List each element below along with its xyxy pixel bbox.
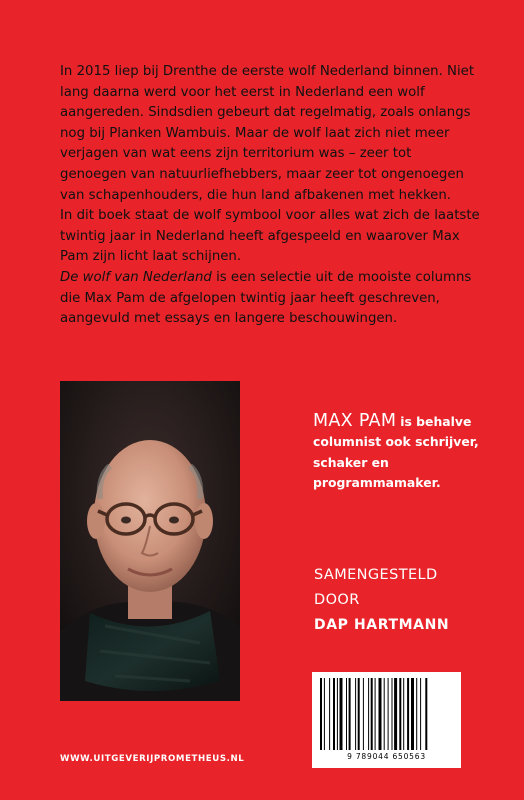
- barcode-bar: [379, 678, 382, 750]
- isbn-barcode: [312, 672, 461, 768]
- barcode-bar: [363, 678, 364, 750]
- barcode-bar: [384, 678, 385, 750]
- barcode-bar: [394, 678, 397, 750]
- barcode-bar: [425, 678, 427, 750]
- compiled-by-label-1: SAMENGESTELD: [314, 567, 438, 583]
- barcode-bar: [349, 678, 351, 750]
- barcode-bar: [355, 678, 356, 750]
- barcode-bar: [337, 678, 338, 750]
- barcode-bar: [340, 678, 343, 750]
- barcode-bar: [320, 678, 322, 750]
- barcode-bar: [407, 678, 409, 750]
- compiled-by-label-2: DOOR: [314, 592, 360, 608]
- isbn-number: 9 789044 650563: [347, 752, 426, 761]
- barcode-bar: [399, 678, 401, 750]
- barcode-bar: [420, 678, 421, 750]
- blurb-paragraph-2: In dit boek staat de wolf symbool voor alles wat zich de laatste twintig jaar in Nederland heeft afgespeeld en waarover Max Pam zijn licht laat schijnen.: [60, 208, 480, 265]
- editor-name: DAP HARTMANN: [314, 617, 450, 633]
- barcode-bar: [329, 678, 330, 750]
- barcode-bars: [318, 678, 455, 750]
- back-cover-blurb: [60, 62, 480, 330]
- barcode-bar: [371, 678, 373, 750]
- book-title: De wolf van Nederland: [60, 269, 212, 285]
- author-bio-text: is behalve columnist ook schrijver, schaker en programmamaker.: [313, 414, 479, 490]
- barcode-bar: [416, 678, 417, 750]
- author-bio: [313, 411, 513, 493]
- blurb-paragraph-3-text: is een selectie uit de mooiste columns die Max Pam de afgelopen twintig jaar heeft geschreven, aangevuld met essays en langere beschouwingen.: [60, 269, 472, 327]
- barcode-bar: [392, 678, 393, 750]
- compiled-by: [314, 563, 449, 638]
- barcode-bar: [388, 678, 389, 750]
- author-photo: [60, 381, 240, 701]
- barcode-bar: [324, 678, 325, 750]
- barcode-bar: [368, 678, 369, 750]
- blurb-paragraph-3: [60, 268, 480, 330]
- barcode-bar: [375, 678, 376, 750]
- blurb-paragraph-1: In 2015 liep bij Drenthe de eerste wolf Nederland binnen. Niet lang daarna werd voor het eerst in Nederland een wolf aangereden. Sindsdien gebeurt dat regelmatig, zoals onlangs nog bij Planken Wambuis. Maar de wolf laat zich niet meer verjagen van wat eens zijn territorium was – zeer tot genoegen van natuurliefhebbers, maar zeer tot ongenoegen van schapenhouders, die hun land afbakenen met hekken.: [60, 64, 475, 203]
- barcode-bar: [358, 678, 360, 750]
- author-name: MAX PAM: [313, 411, 397, 431]
- barcode-bar: [403, 678, 404, 750]
- publisher-url: WWW.UITGEVERIJPROMETHEUS.NL: [60, 754, 245, 764]
- barcode-bar: [333, 678, 335, 750]
- barcode-bar: [346, 678, 347, 750]
- barcode-bar: [411, 678, 414, 750]
